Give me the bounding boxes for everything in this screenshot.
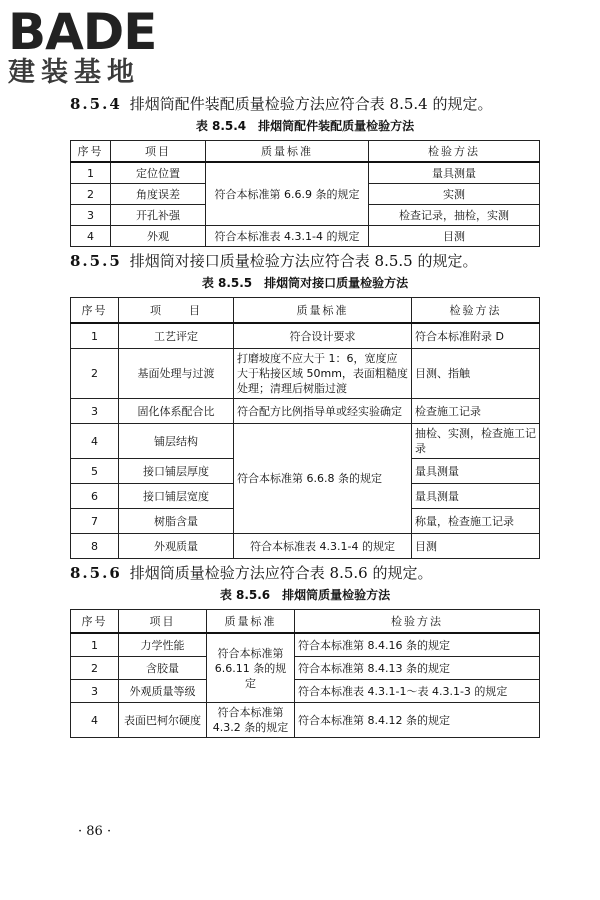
logo-word: BADE [8,3,157,61]
section-heading-8-5-6 [70,563,540,583]
cell: 检查记录，抽检，实测 [369,205,540,226]
cell: 符合本标准第 8.4.12 条的规定 [295,703,540,738]
cell: 固化体系配合比 [119,399,234,424]
cell: 符合本标准第 4.3.2 条的规定 [207,703,295,738]
section-number: 8.5.6 [70,564,122,582]
table-row [71,349,540,399]
cell: 2 [71,657,119,680]
cell: 符合配方比例指导单或经实验确定 [234,399,412,424]
header-cell: 序号 [71,141,111,163]
cell: 量具测量 [369,162,540,184]
logo-chinese-name: 建装基地 [8,57,140,88]
table-row [71,680,540,703]
table-row [71,399,540,424]
cell: 目测 [369,226,540,247]
cell: 外观质量等级 [119,680,207,703]
cell: 3 [71,399,119,424]
cell: 工艺评定 [119,323,234,349]
cell: 4 [71,424,119,459]
cell: 3 [71,680,119,703]
section-text: 排烟筒对接口质量检验方法应符合表 8.5.5 的规定。 [129,252,478,270]
header-cell: 质量标准 [206,141,369,163]
page-number: · 86 · [78,824,112,839]
cell: 1 [71,323,119,349]
cell: 基面处理与过渡 [119,349,234,399]
cell: 力学性能 [119,633,207,657]
section-heading-8-5-5 [70,251,540,271]
cell: 符合本标准表 4.3.1-1～表 4.3.1-3 的规定 [295,680,540,703]
cell: 接口铺层厚度 [119,459,234,484]
cell: 外观质量 [119,534,234,559]
cell: 铺层结构 [119,424,234,459]
section-text: 排烟筒质量检验方法应符合表 8.5.6 的规定。 [129,564,433,582]
section-number: 8.5.5 [70,252,122,270]
cell: 定位位置 [111,162,206,184]
cell: 含胶量 [119,657,207,680]
cell: 符合本标准第 6.6.11 条的规定 [207,633,295,703]
brand-logo [8,3,178,90]
table-8-5-4 [70,140,540,247]
cell: 2 [71,349,119,399]
cell: 4 [71,703,119,738]
section-heading-8-5-4 [70,94,540,114]
cell: 符合本标准第 6.6.9 条的规定 [206,162,369,226]
cell: 符合本标准表 4.3.1-4 的规定 [206,226,369,247]
table-row [71,633,540,657]
cell: 符合本标准第 6.6.8 条的规定 [234,424,412,534]
cell: 6 [71,484,119,509]
header-cell: 序号 [71,298,119,324]
cell: 量具测量 [412,459,540,484]
cell: 打磨坡度不应大于 1：6，宽度应大于粘接区域 50mm，表面粗糙度处理；清理后树脂过渡 [234,349,412,399]
table-row [71,703,540,738]
section-number: 8.5.4 [70,95,122,113]
cell: 符合设计要求 [234,323,412,349]
header-cell: 检验方法 [295,610,540,634]
cell: 3 [71,205,111,226]
cell: 接口铺层宽度 [119,484,234,509]
header-cell: 项目 [119,610,207,634]
table-row [71,424,540,459]
table-caption-8-5-5: 表 8.5.5 排烟筒对接口质量检验方法 [201,276,409,290]
table-8-5-6 [70,609,540,738]
table-caption-8-5-4: 表 8.5.4 排烟筒配件装配质量检验方法 [195,119,415,133]
cell: 外观 [111,226,206,247]
cell: 树脂含量 [119,509,234,534]
cell: 角度误差 [111,184,206,205]
cell: 表面巴柯尔硬度 [119,703,207,738]
cell: 称量，检查施工记录 [412,509,540,534]
cell: 2 [71,184,111,205]
cell: 符合本标准附录 D [412,323,540,349]
section-text: 排烟筒配件装配质量检验方法应符合表 8.5.4 的规定。 [129,95,493,113]
cell: 符合本标准表 4.3.1-4 的规定 [234,534,412,559]
table-row [71,226,540,247]
cell: 1 [71,633,119,657]
page-content [70,94,540,738]
cell: 实测 [369,184,540,205]
cell: 开孔补强 [111,205,206,226]
cell: 检查施工记录 [412,399,540,424]
header-cell: 检验方法 [412,298,540,324]
header-cell: 项 目 [119,298,234,324]
header-cell: 质量标准 [234,298,412,324]
cell: 量具测量 [412,484,540,509]
header-cell: 检验方法 [369,141,540,163]
cell: 1 [71,162,111,184]
cell: 8 [71,534,119,559]
cell: 目测 [412,534,540,559]
cell: 符合本标准第 8.4.13 条的规定 [295,657,540,680]
table-row [71,534,540,559]
cell: 5 [71,459,119,484]
table-8-5-5 [70,297,540,559]
table-caption-8-5-6: 表 8.5.6 排烟筒质量检验方法 [219,588,391,602]
table-row [71,323,540,349]
header-cell: 序号 [71,610,119,634]
cell: 4 [71,226,111,247]
header-cell: 项目 [111,141,206,163]
cell: 符合本标准第 8.4.16 条的规定 [295,633,540,657]
table-row [71,162,540,184]
header-cell: 质量标准 [207,610,295,634]
cell: 目测、指触 [412,349,540,399]
table-row [71,657,540,680]
cell: 7 [71,509,119,534]
cell: 抽检、实测，检查施工记录 [412,424,540,459]
